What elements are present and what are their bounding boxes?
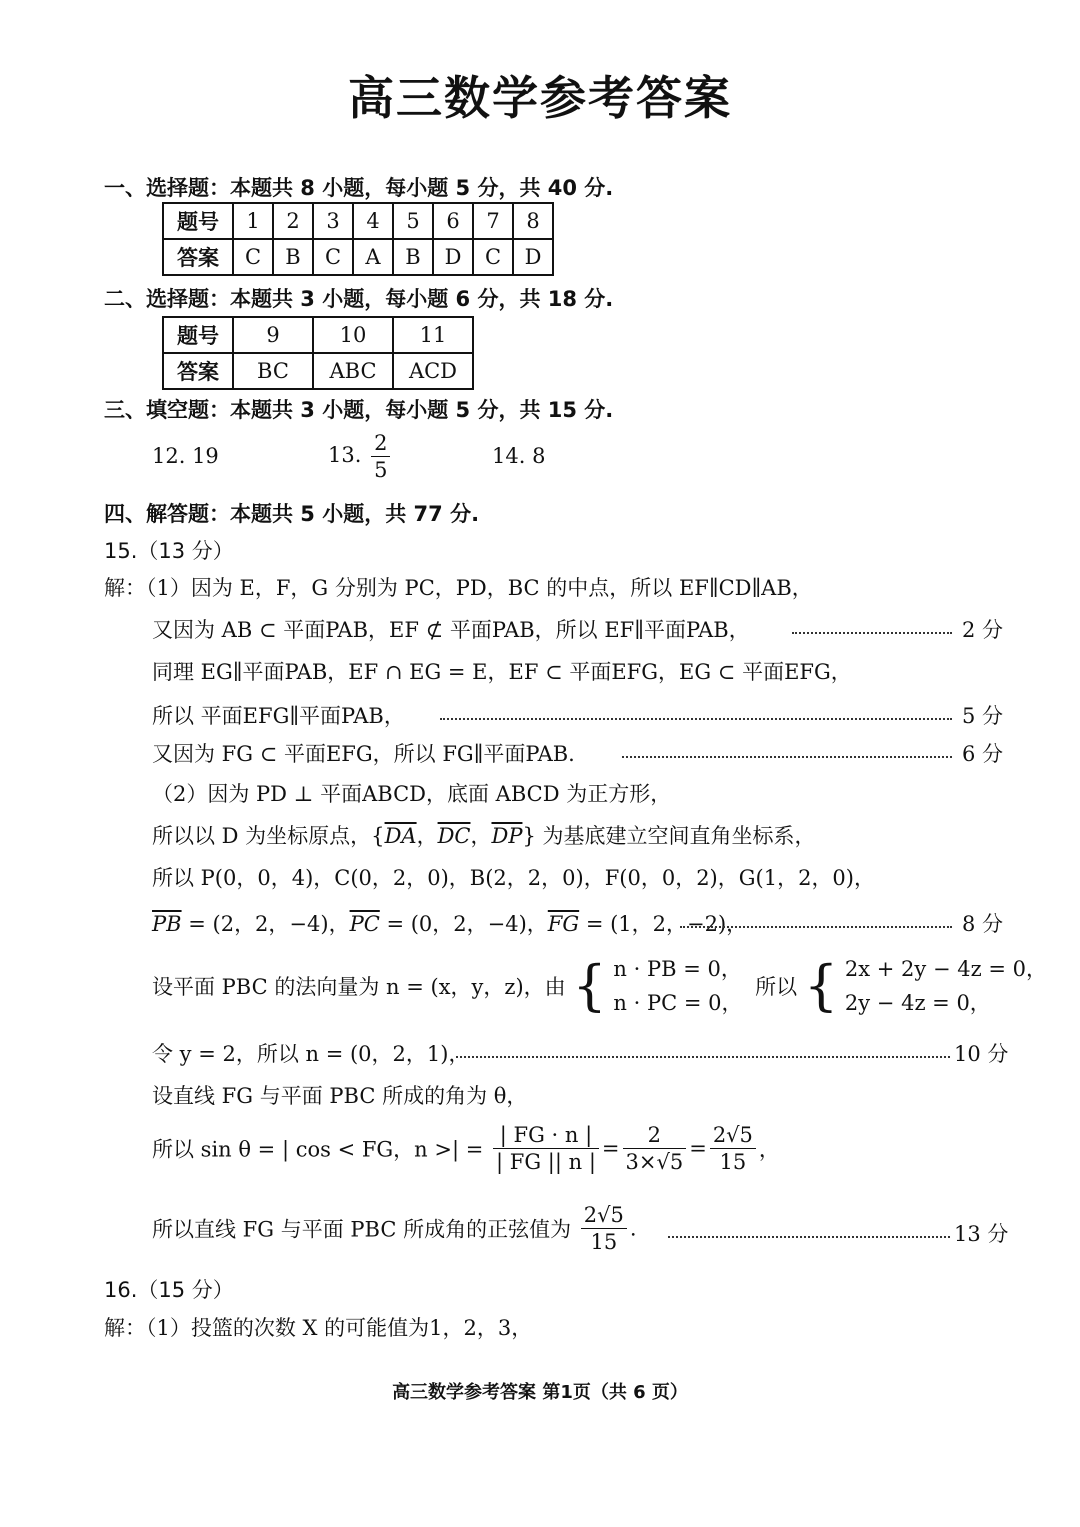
q15-line: （2）因为 PD ⊥ 平面ABCD，底面 ABCD 为正方形，	[152, 782, 672, 806]
fraction	[623, 1122, 687, 1175]
table-cell: 10	[313, 317, 393, 353]
table-row	[163, 353, 473, 389]
q15-line: 所以 P(0，0，4)，C(0，2，0)，B(2，2，0)，F(0，0，2)，G(1，2，0)，	[152, 866, 875, 890]
dot-leader	[680, 926, 952, 928]
vector-PB: $\overline{PB}$	[152, 912, 182, 936]
q15-line: 设直线 FG 与平面 PBC 所成的角为 θ，	[152, 1084, 528, 1108]
score-label: 6 分	[962, 742, 1004, 766]
condition-system	[613, 952, 742, 1020]
answer-13	[328, 430, 393, 483]
score-label: 10 分	[954, 1042, 1009, 1066]
answer-14: 14. 8	[492, 444, 546, 468]
vector-DA: $\overline{DA}$	[384, 824, 417, 848]
denominator: | FG || n |	[496, 1150, 596, 1174]
text-segment: = (0，2，−4)，	[379, 912, 548, 936]
fraction	[371, 430, 390, 483]
q15-line: 所以 平面EFG∥平面PAB，	[152, 704, 405, 728]
dot-leader	[440, 718, 952, 720]
score-label: 2 分	[962, 618, 1004, 642]
answer-12: 12. 19	[152, 444, 219, 468]
q15-line: 同理 EG∥平面PAB，EF ∩ EG = E，EF ⊂ 平面EFG，EG ⊂ 平面EFG，	[152, 660, 852, 684]
text-segment: 所以	[755, 975, 798, 999]
table-cell: 4	[353, 203, 393, 239]
vector-PC: $\overline{PC}$	[349, 912, 380, 936]
table-row	[163, 317, 473, 353]
denominator: 3×√5	[625, 1150, 684, 1174]
dot-leader	[792, 632, 952, 634]
table-cell: C	[233, 239, 273, 275]
q15-line	[152, 908, 747, 938]
text-segment: 所以以 D 为坐标原点，{	[152, 824, 385, 848]
q15-line: 又因为 AB ⊂ 平面PAB，EF ⊄ 平面PAB，所以 EF∥平面PAB，	[152, 618, 750, 642]
table-cell: D	[433, 239, 473, 275]
table-header-cell: 答案	[163, 239, 233, 275]
q15-line: 令 y = 2，所以 n = (0，2，1)，	[152, 1042, 470, 1066]
text-segment: = (2，2，−4)，	[181, 912, 350, 936]
section-2-heading: 二、选择题：本题共 3 小题，每小题 6 分，共 18 分.	[104, 287, 614, 311]
q16-heading: 16.（15 分）	[104, 1278, 234, 1302]
q15-line: 所以直线 FG 与平面 PBC 所成角的正弦值为 $\frac{2√5}{15}$ .	[152, 1203, 637, 1254]
dot-leader	[622, 756, 952, 758]
brace-symbol: {	[572, 954, 607, 1017]
section-4-heading: 四、解答题：本题共 5 小题，共 77 分.	[104, 502, 480, 526]
section-1-heading: 一、选择题：本题共 8 小题，每小题 5 分，共 40 分.	[104, 176, 614, 200]
equation-line: 2y − 4z = 0，	[844, 991, 991, 1015]
table-cell: 8	[513, 203, 553, 239]
table-cell: 6	[433, 203, 473, 239]
numerator: | FG · n |	[493, 1122, 599, 1149]
answer-table-2	[162, 316, 474, 390]
text-segment: = (1，2，−2)，	[579, 912, 748, 936]
table-cell: 2	[273, 203, 313, 239]
table-cell: A	[353, 239, 393, 275]
table-row	[163, 203, 553, 239]
page-title: 高三数学参考答案	[348, 71, 732, 125]
denominator: 15	[590, 1230, 618, 1254]
q15-line: 所以 sin θ = | cos < FG，n >| = $\frac{| FG \cdot n |}{| FG || n |}$ = $\frac{2}{3\times√5}$ = $\frac{2√5}{15}$ ，	[152, 1123, 780, 1174]
table-cell: D	[513, 239, 553, 275]
text-segment: 设平面 PBC 的法向量为 n = (x，y，z)，由	[152, 975, 566, 999]
denominator: 15	[719, 1150, 747, 1174]
table-header-cell: 题号	[163, 317, 233, 353]
numerator: 2√5	[581, 1202, 627, 1229]
fraction	[710, 1122, 756, 1175]
answer-table-1	[162, 202, 554, 276]
table-cell: 11	[393, 317, 473, 353]
text-segment: 所以 sin θ = | cos < FG，n >| =	[152, 1137, 484, 1162]
q16-line: 解：（1）投篮的次数 X 的可能值为1，2，3，	[104, 1316, 533, 1340]
numerator: 2	[371, 430, 390, 457]
fraction	[581, 1202, 627, 1255]
table-cell: ABC	[313, 353, 393, 389]
table-cell: B	[393, 239, 433, 275]
condition-line: n · PC = 0，	[613, 991, 743, 1015]
table-cell: B	[273, 239, 313, 275]
q15-line: 又因为 FG ⊂ 平面EFG，所以 FG∥平面PAB.	[152, 742, 575, 766]
numerator: 2	[623, 1122, 687, 1149]
score-label: 8 分	[962, 912, 1004, 936]
denominator: 5	[374, 458, 388, 482]
vector-DP: $\overline{DP}$	[491, 824, 523, 848]
q15-line	[152, 952, 1047, 1020]
numerator: 2√5	[710, 1122, 756, 1149]
table-cell: 7	[473, 203, 513, 239]
text-segment: 所以直线 FG 与平面 PBC 所成角的正弦值为	[152, 1217, 572, 1242]
table-cell: BC	[233, 353, 313, 389]
dot-leader	[668, 1236, 950, 1238]
table-cell: 1	[233, 203, 273, 239]
table-header-cell: 题号	[163, 203, 233, 239]
text-segment: } 为基底建立空间直角坐标系，	[522, 824, 816, 848]
q15-heading: 15.（13 分）	[104, 539, 234, 563]
answer-13-label: 13.	[328, 443, 362, 467]
table-cell: C	[473, 239, 513, 275]
table-cell: ACD	[393, 353, 473, 389]
dot-leader	[456, 1056, 950, 1058]
brace-symbol: {	[803, 954, 839, 1017]
q15-line: 解：（1）因为 E，F，G 分别为 PC，PD，BC 的中点，所以 EF∥CD∥AB，	[104, 576, 813, 600]
equation-system	[845, 952, 1047, 1020]
section-3-heading: 三、填空题：本题共 3 小题，每小题 5 分，共 15 分.	[104, 398, 614, 422]
table-row	[163, 239, 553, 275]
condition-line: n · PB = 0，	[613, 957, 742, 981]
table-cell: 5	[393, 203, 433, 239]
equation-line: 2x + 2y − 4z = 0，	[844, 957, 1047, 981]
table-cell: 3	[313, 203, 353, 239]
table-cell: C	[313, 239, 353, 275]
vector-FG: $\overline{FG}$	[547, 912, 580, 936]
vector-DC: $\overline{DC}$	[437, 824, 471, 848]
page-footer: 高三数学参考答案 第1页（共 6 页）	[392, 1382, 688, 1403]
q15-line: 所以以 D 为坐标原点，{$\overline{DA}$，$\overline{DC}$，$\overline{DP}$} 为基底建立空间直角坐标系，	[152, 824, 816, 848]
score-label: 5 分	[962, 704, 1004, 728]
table-header-cell: 答案	[163, 353, 233, 389]
fraction	[493, 1122, 599, 1175]
score-label: 13 分	[954, 1222, 1009, 1246]
table-cell: 9	[233, 317, 313, 353]
